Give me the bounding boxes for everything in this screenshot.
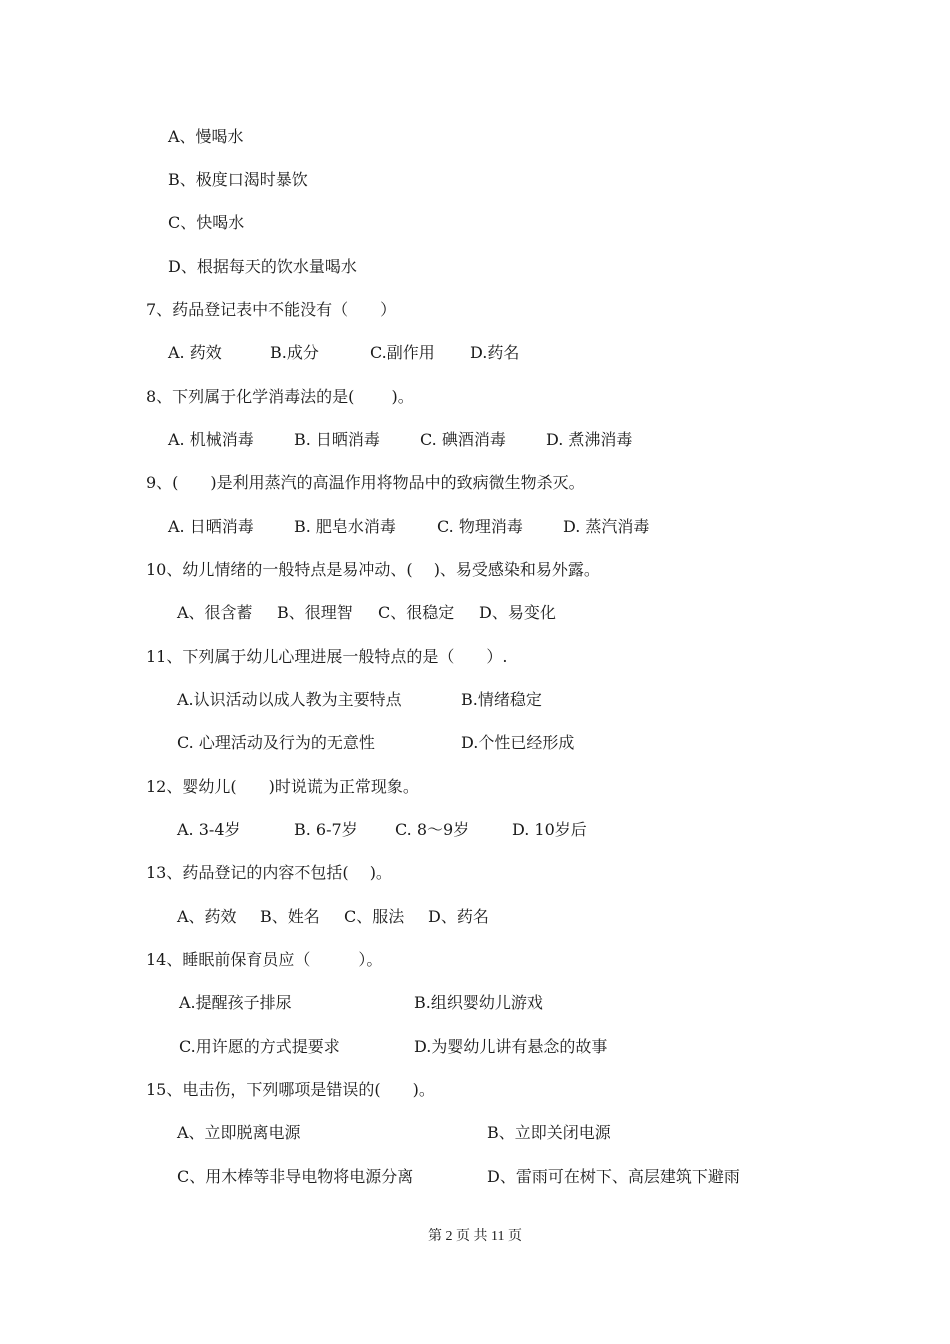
q12-option-d: D. 10岁后 <box>512 820 587 839</box>
q15-option-b: B、立即关闭电源 <box>487 1123 611 1142</box>
q9-option-d: D. 蒸汽消毒 <box>563 517 650 536</box>
q11-option-a: A.认识活动以成人教为主要特点 <box>177 690 402 709</box>
q9-option-a: A. 日晒消毒 <box>168 517 254 536</box>
q14-option-b: B.组织婴幼儿游戏 <box>414 993 543 1012</box>
q15-option-c: C、用木棒等非导电物将电源分离 <box>177 1167 414 1186</box>
q15-option-a: A、立即脱离电源 <box>177 1123 301 1142</box>
q11-option-b: B.情绪稳定 <box>461 690 542 709</box>
option-a: A、慢喝水 <box>168 127 244 146</box>
q14-option-c: C.用许愿的方式提要求 <box>179 1037 340 1056</box>
question-11: 11、下列属于幼儿心理进展一般特点的是（ ）. <box>146 647 508 666</box>
q12-option-c: C. 8～9岁 <box>395 820 470 839</box>
q15-option-d: D、雷雨可在树下、高层建筑下避雨 <box>487 1167 740 1186</box>
q7-option-b: B.成分 <box>270 343 319 362</box>
question-14: 14、睡眠前保育员应（ ）。 <box>146 950 383 969</box>
q7-option-a: A. 药效 <box>168 343 222 362</box>
q11-option-d: D.个性已经形成 <box>461 733 575 752</box>
q9-option-b: B. 肥皂水消毒 <box>294 517 396 536</box>
question-8: 8、下列属于化学消毒法的是( )。 <box>146 387 414 406</box>
q8-option-b: B. 日晒消毒 <box>294 430 380 449</box>
q9-option-c: C. 物理消毒 <box>437 517 523 536</box>
q10-option-c: C、很稳定 <box>378 603 455 622</box>
question-12: 12、婴幼儿( )时说谎为正常现象。 <box>146 777 419 796</box>
q12-option-a: A. 3-4岁 <box>177 820 241 839</box>
option-c: C、快喝水 <box>168 213 245 232</box>
question-15: 15、电击伤，下列哪项是错误的( )。 <box>146 1080 435 1099</box>
q14-option-d: D.为婴幼儿讲有悬念的故事 <box>414 1037 608 1056</box>
q10-option-d: D、易变化 <box>479 603 556 622</box>
option-b: B、极度口渴时暴饮 <box>168 170 308 189</box>
question-9: 9、( )是利用蒸汽的高温作用将物品中的致病微生物杀灭。 <box>146 473 585 492</box>
q13-option-a: A、药效 <box>177 907 237 926</box>
option-d: D、根据每天的饮水量喝水 <box>168 257 357 276</box>
q10-option-a: A、很含蓄 <box>177 603 253 622</box>
q7-option-d: D.药名 <box>470 343 520 362</box>
q12-option-b: B. 6-7岁 <box>294 820 358 839</box>
q8-option-d: D. 煮沸消毒 <box>546 430 633 449</box>
question-13: 13、药品登记的内容不包括( )。 <box>146 863 392 882</box>
page-footer: 第 2 页 共 11 页 <box>428 1229 522 1244</box>
question-10: 10、幼儿情绪的一般特点是易冲动、( )、易受感染和易外露。 <box>146 560 600 579</box>
q14-option-a: A.提醒孩子排尿 <box>179 993 292 1012</box>
q13-option-b: B、姓名 <box>260 907 320 926</box>
question-7: 7、药品登记表中不能没有（ ） <box>146 300 397 319</box>
q11-option-c: C. 心理活动及行为的无意性 <box>177 733 375 752</box>
q8-option-c: C. 碘酒消毒 <box>420 430 506 449</box>
q13-option-c: C、服法 <box>344 907 405 926</box>
q10-option-b: B、很理智 <box>277 603 353 622</box>
q13-option-d: D、药名 <box>428 907 489 926</box>
q8-option-a: A. 机械消毒 <box>168 430 254 449</box>
q7-option-c: C.副作用 <box>370 343 435 362</box>
